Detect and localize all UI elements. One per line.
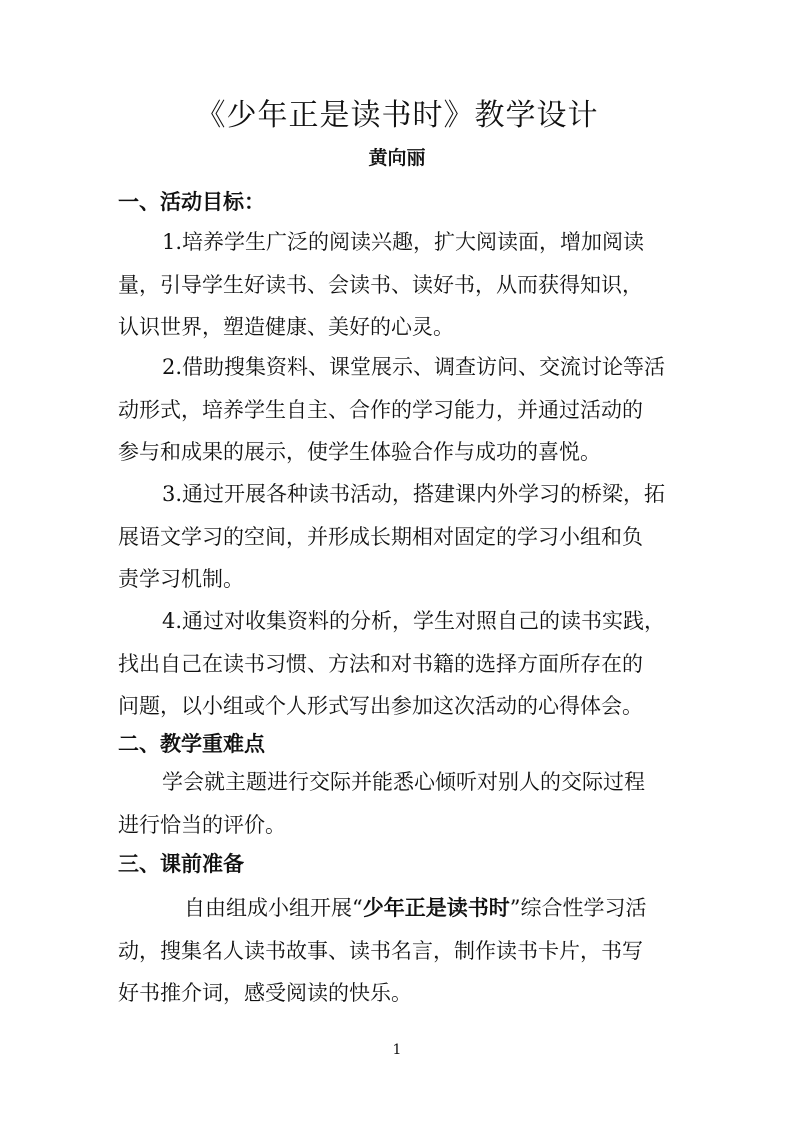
section-heading-key-points: 二、教学重难点 (118, 732, 265, 756)
text-run: ”综合性学习活 (509, 896, 647, 920)
paragraph-line: 找出自己在读书习惯、方法和对书籍的选择方面所存在的 (118, 651, 643, 676)
page-number: 1 (392, 1042, 402, 1058)
section-heading-preparation: 三、课前准备 (118, 852, 244, 876)
paragraph-line: 问题，以小组或个人形式写出参加这次活动的心得体会。 (118, 694, 643, 719)
paragraph-line: 动形式，培养学生自主、合作的学习能力，并通过活动的 (118, 397, 643, 422)
paragraph-line: 动，搜集名人读书故事、读书名言，制作读书卡片，书写 (118, 938, 643, 963)
paragraph-line: 4.通过对收集资料的分析，学生对照自己的读书实践， (162, 609, 666, 633)
text-run: 自由组成小组开展“ (184, 896, 363, 920)
paragraph-line: 参与和成果的展示，使学生体验合作与成功的喜悦。 (118, 440, 601, 465)
section-heading-objectives: 一、活动目标： (118, 190, 265, 214)
paragraph-line: 进行恰当的评价。 (118, 812, 286, 837)
key-points-paragraph (118, 761, 663, 846)
paragraph-line: 展语文学习的空间，并形成长期相对固定的学习小组和负 (118, 524, 643, 549)
objective-paragraph-2 (118, 346, 666, 474)
paragraph-line: 3.通过开展各种读书活动，搭建课内外学习的桥梁，拓 (162, 482, 666, 506)
paragraph-line: 认识世界，塑造健康、美好的心灵。 (118, 315, 454, 340)
objective-paragraph-1 (118, 221, 663, 349)
paragraph-line: 1.培养学生广泛的阅读兴趣，扩大阅读面，增加阅读 (162, 230, 645, 254)
activity-theme: 少年正是读书时 (362, 896, 510, 920)
preparation-paragraph (118, 887, 663, 1015)
paragraph-line (118, 887, 663, 930)
paragraph-line: 学会就主题进行交际并能悉心倾听对别人的交际过程 (162, 770, 645, 794)
document-author: 黄向丽 (368, 147, 426, 169)
paragraph-line: 责学习机制。 (118, 567, 244, 592)
document-title: 《少年正是读书时》教学设计 (195, 98, 599, 133)
paragraph-line: 量，引导学生好读书、会读书、读好书，从而获得知识， (118, 272, 643, 297)
paragraph-line: 2.借助搜集资料、课堂展示、调查访问、交流讨论等活 (162, 355, 666, 379)
paragraph-line: 好书推介词，感受阅读的快乐。 (118, 981, 412, 1006)
objective-paragraph-3 (118, 473, 666, 601)
objective-paragraph-4 (118, 600, 666, 728)
